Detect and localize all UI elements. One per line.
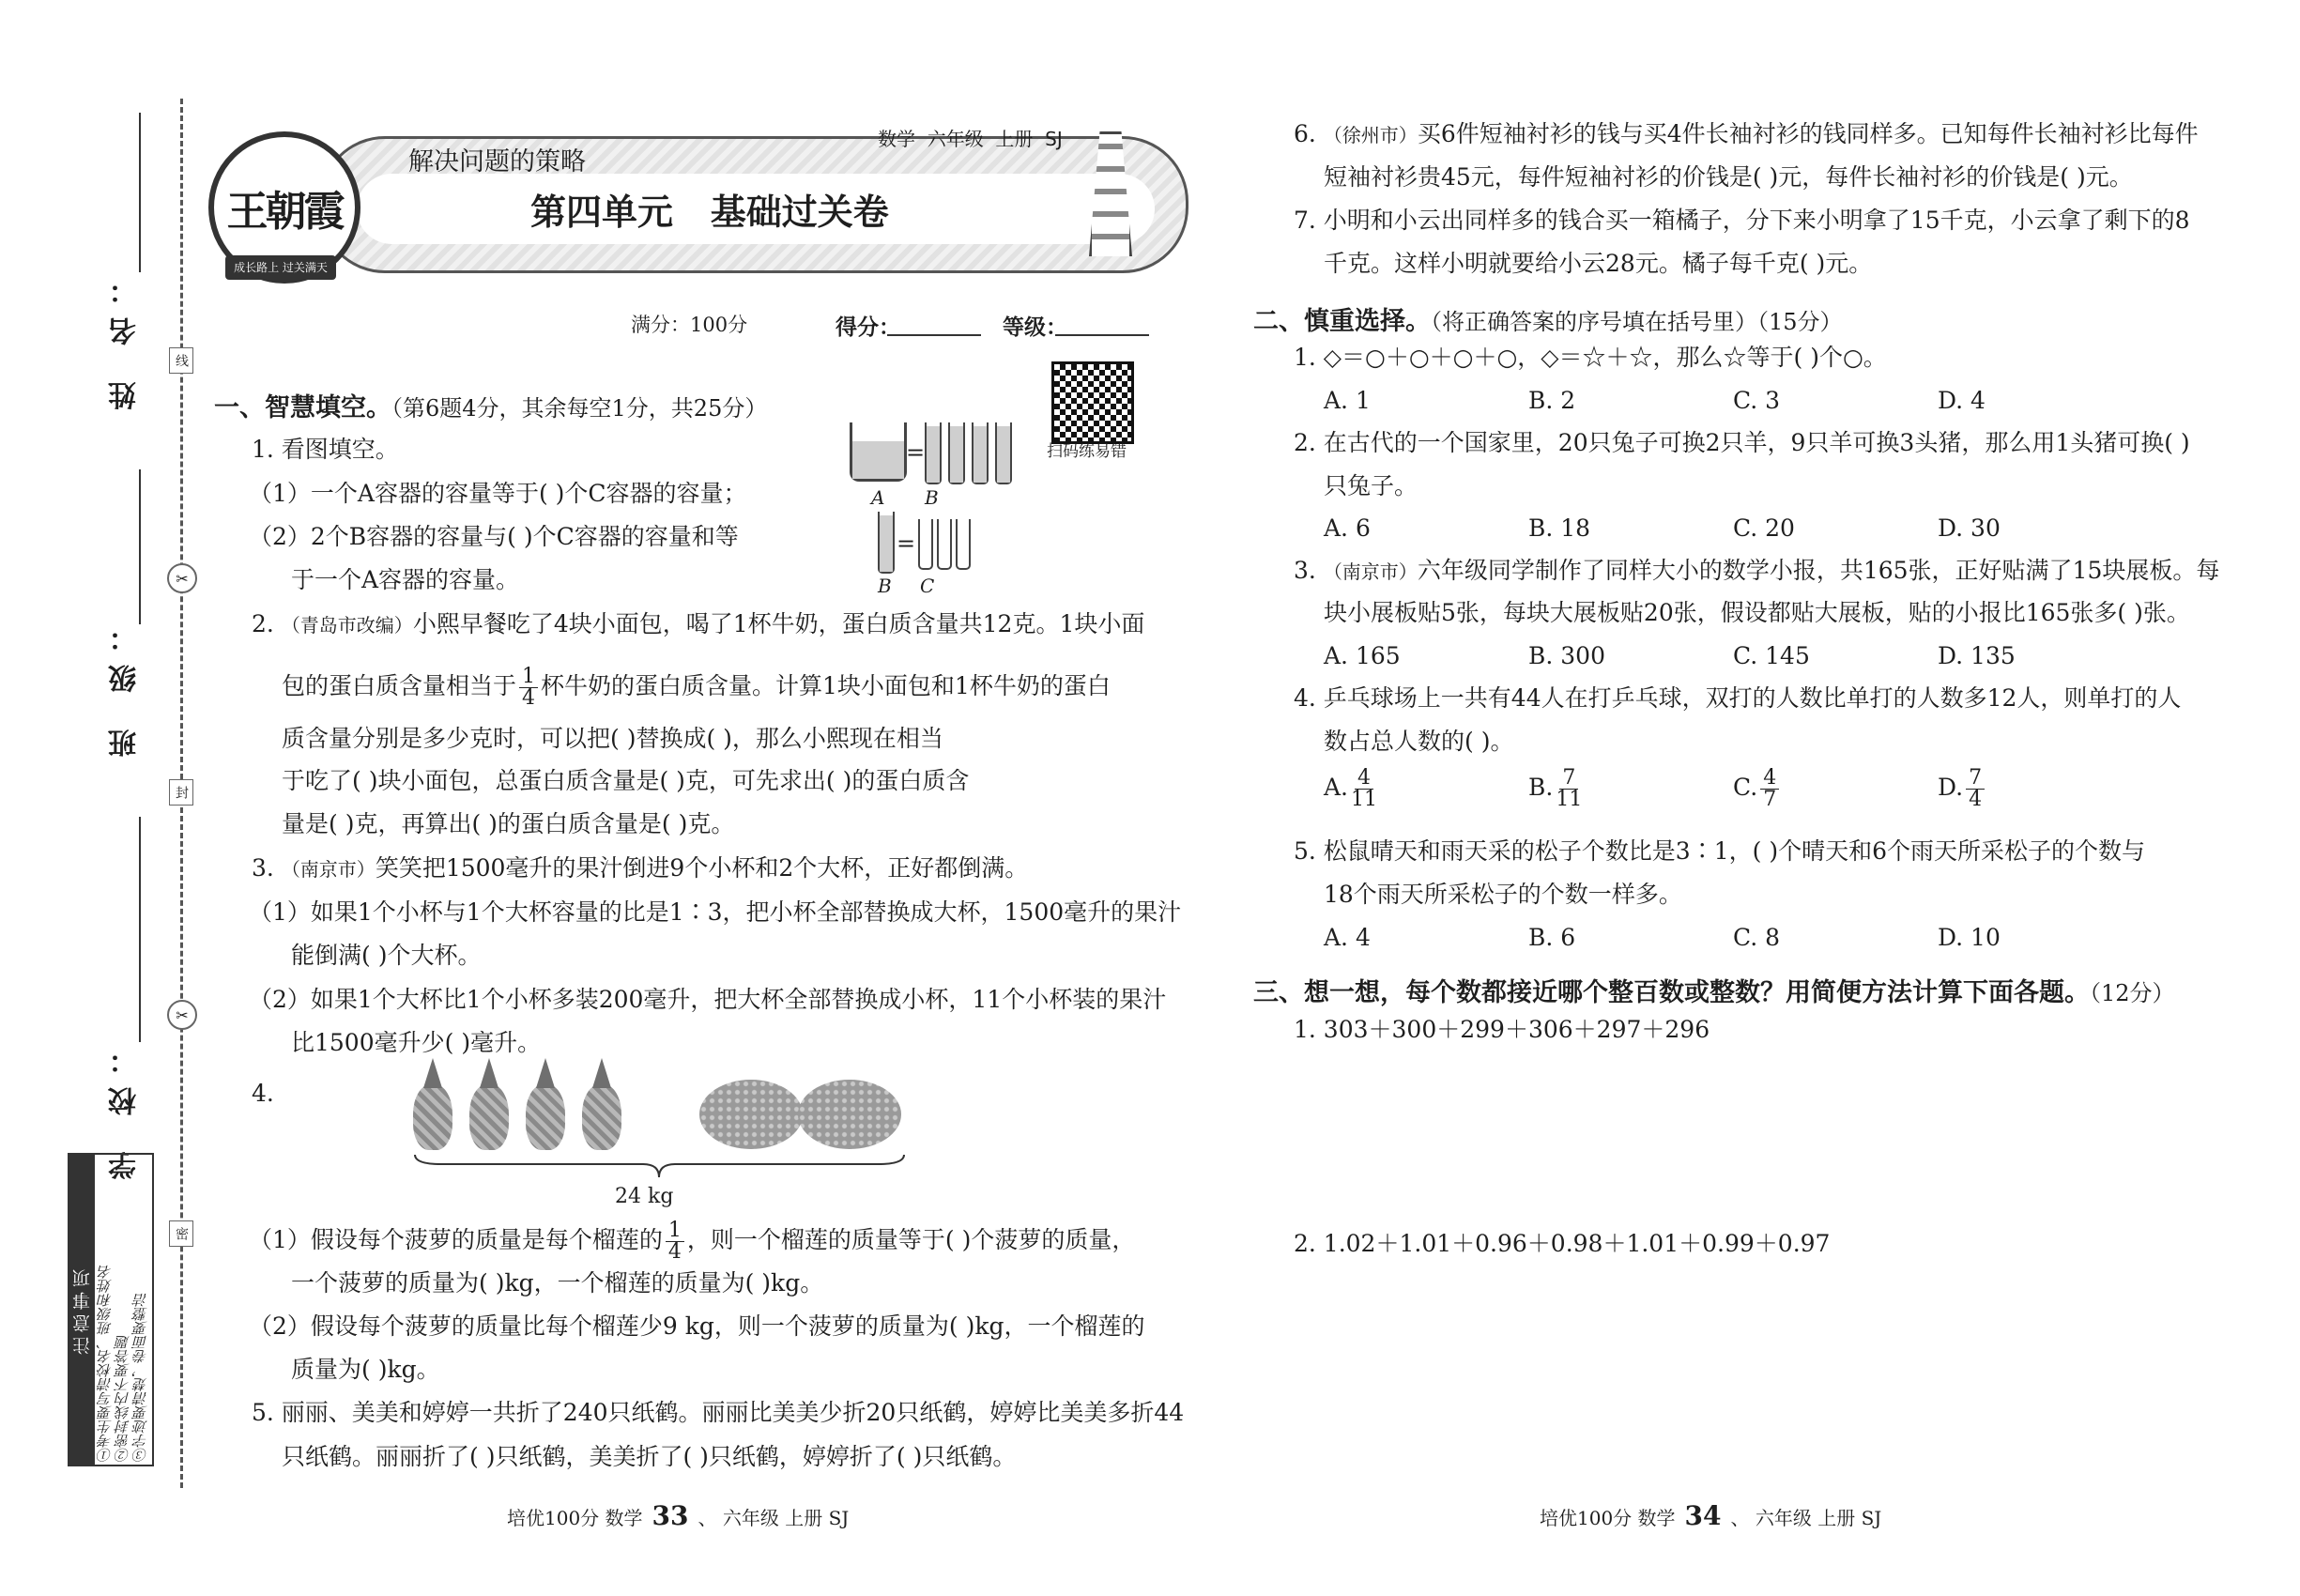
q1-title: 1. 看图填空。: [252, 436, 399, 463]
q4-text: ，则一个榴莲的质量等于( )个菠萝的质量，: [686, 1226, 1136, 1253]
section-1-note: （第6题4分，其余每空1分，共25分）: [391, 395, 768, 422]
numerator: 7: [1559, 768, 1578, 790]
option-a[interactable]: A. 4: [1324, 924, 1371, 951]
name-underline: [139, 113, 141, 272]
full-score: 满分：100分: [631, 314, 748, 336]
q1-part1: （1）一个A容器的容量等于( )个C容器的容量；: [249, 480, 747, 507]
choice-3-a: [1294, 557, 2219, 586]
q7-line-a: 7. 小明和小云出同样多的钱合买一箱橘子，分下来小明拿了15千克，小云拿了剩下的8: [1294, 207, 2190, 234]
option-b[interactable]: B. 6: [1528, 924, 1576, 951]
calc-2: 2. 1.02＋1.01＋0.96＋0.98＋1.01＋0.99＋0.97: [1294, 1230, 1831, 1257]
notice-item: ③字迹要清楚，卷面要整洁: [132, 1293, 149, 1462]
choice-5-a: 5. 松鼠晴天和雨天采的松子个数比是3∶1，( )个晴天和6个雨天所采松子的个数与: [1294, 837, 2145, 865]
option-b[interactable]: B. 300: [1528, 642, 1605, 669]
q4-part2a: （2）假设每个菠萝的质量比每个榴莲少9 kg，则一个菠萝的质量为( )kg，一个榴莲的: [249, 1312, 1145, 1340]
container-c: [918, 519, 933, 570]
option-d[interactable]: D. 135: [1938, 642, 2016, 669]
q4-part2b: 质量为( )kg。: [291, 1356, 440, 1383]
page-number: 34: [1684, 1500, 1722, 1531]
topic-title: 解决问题的策略: [408, 147, 586, 176]
q2-line-a: [252, 610, 1144, 639]
score-label: 得分：: [836, 315, 900, 340]
grade-label: 等级：: [1003, 315, 1067, 340]
label-c: C: [920, 575, 935, 597]
numerator: 4: [1355, 768, 1373, 790]
page-title: 第四单元 基础过关卷: [530, 192, 889, 233]
calc-1: 1. 303＋300＋299＋306＋297＋296: [1294, 1016, 1710, 1043]
q4-part1b: 一个菠萝的质量为( )kg，一个榴莲的质量为( )kg。: [291, 1269, 824, 1297]
q2-line-c: 质含量分别是多少克时，可以把( )替换成( )，那么小熙现在相当: [282, 725, 943, 752]
notice-items: [95, 1155, 152, 1465]
container-b: [925, 422, 942, 484]
choice-3-text: 六年级同学制作了同样大小的数学小报，共165张，正好贴满了15块展板。每: [1417, 557, 2220, 584]
q2-text: 包的蛋白质含量相当于: [282, 672, 517, 699]
denominator: 11: [1556, 788, 1583, 811]
container-a: [850, 422, 907, 482]
class-underline: [139, 469, 141, 624]
section-3-note: （12分）: [2090, 980, 2175, 1006]
fraction: [1351, 768, 1377, 810]
seal-mark-secret: 密: [169, 1220, 193, 1247]
pineapple-icon: [469, 1084, 509, 1150]
container-b: [995, 422, 1012, 484]
brand-slogan: 成长路上 过关满天: [225, 255, 336, 280]
pineapple-icon: [526, 1084, 565, 1150]
container-b: [878, 512, 895, 574]
footer-left: [507, 1500, 849, 1531]
q2-line-d: 于吃了( )块小面包，总蛋白质含量是( )克，可先求出( )的蛋白质含: [282, 767, 970, 794]
label-b: B: [925, 486, 939, 509]
q3-line: [252, 854, 1028, 883]
numerator: 7: [1966, 768, 1985, 790]
container-b: [948, 422, 965, 484]
choice-2-a: 2. 在古代的一个国家里，20只兔子可换2只羊，9只羊可换3头猪，那么用1头猪可换( ): [1294, 429, 2190, 456]
option-c[interactable]: [1733, 768, 1782, 810]
qr-code[interactable]: [1051, 361, 1134, 444]
total-weight: 24 kg: [615, 1185, 674, 1208]
q3-part2b: 比1500毫升少( )毫升。: [291, 1029, 542, 1056]
q1-part2b: 于一个A容器的容量。: [291, 566, 520, 593]
option-d[interactable]: D. 10: [1938, 924, 2001, 951]
option-letter: A.: [1324, 774, 1349, 801]
option-d[interactable]: [1938, 768, 1987, 810]
option-a[interactable]: A. 6: [1324, 514, 1371, 542]
numerator: 1: [666, 1220, 684, 1242]
notice-title: 注意事项: [69, 1155, 95, 1465]
choice-4-b: 数占总人数的( )。: [1324, 728, 1514, 755]
q3-part1b: 能倒满( )个大杯。: [291, 942, 482, 969]
section-2-heading: 二、慎重选择。: [1253, 307, 1431, 336]
qr-label: 扫码练易错: [1047, 442, 1127, 461]
footer-series: 培优100分 数学: [1540, 1507, 1676, 1529]
fraction: [1760, 768, 1779, 810]
brace: [413, 1153, 906, 1181]
fraction: [1966, 768, 1985, 810]
q5-line-b: 只纸鹤。丽丽折了( )只纸鹤，美美折了( )只纸鹤，婷婷折了( )只纸鹤。: [282, 1443, 1017, 1470]
notice-item: ②密封线内不要答题: [115, 1335, 131, 1462]
q4-part1a: [249, 1220, 1135, 1263]
option-letter: B.: [1528, 774, 1554, 801]
q2-line-b: [282, 667, 1111, 709]
source-tag: （南京市）: [281, 858, 376, 881]
denominator: 4: [667, 1240, 682, 1264]
name-label: 姓 名：: [109, 263, 142, 410]
section-1-heading: 一、智慧填空。: [214, 393, 391, 422]
container-c: [956, 519, 971, 570]
book-meta: 数学 六年级 上册 SJ: [878, 128, 1063, 150]
q5-line-a: 5. 丽丽、美美和婷婷一共折了240只纸鹤。丽丽比美美少折20只纸鹤，婷婷比美美多折44: [252, 1399, 1185, 1426]
option-d[interactable]: D. 30: [1938, 514, 2001, 542]
pineapple-icon: [413, 1084, 452, 1150]
q4-number: 4.: [252, 1080, 274, 1107]
durian-icon: [798, 1080, 901, 1149]
q3-part2a: （2）如果1个大杯比1个小杯多装200毫升，把大杯全部替换成小杯，11个小杯装的果汁: [249, 986, 1167, 1013]
q3-part1a: （1）如果1个小杯与1个大杯容量的比是1∶3，把小杯全部替换成大杯，1500毫升的果汁: [249, 898, 1182, 926]
school-underline: [139, 817, 141, 1042]
container-c: [937, 519, 952, 570]
section-2-note: （将正确答案的序号填在括号里）（15分）: [1431, 309, 1843, 335]
grade-blank[interactable]: [1055, 334, 1149, 336]
q3-number: 3.: [252, 854, 282, 882]
section-3-title: [1253, 972, 2175, 1008]
q2-text: 杯牛奶的蛋白质含量。计算1块小面包和1杯牛奶的蛋白: [541, 672, 1111, 699]
option-b[interactable]: B. 2: [1528, 387, 1576, 414]
fraction: [519, 667, 538, 709]
choice-1: 1. ◇＝○＋○＋○＋○，◇＝☆＋☆，那么☆等于( )个○。: [1294, 344, 1887, 371]
q2-text: 小熙早餐吃了4块小面包，喝了1杯牛奶，蛋白质含量共12克。1块小面: [412, 610, 1145, 637]
section-1-title: [214, 387, 767, 423]
q2-number: 2.: [252, 610, 282, 637]
option-b[interactable]: [1528, 768, 1585, 810]
q3-text: 笑笑把1500毫升的果汁倒进9个小杯和2个大杯，正好都倒满。: [375, 854, 1029, 882]
denominator: 7: [1763, 788, 1777, 811]
choice-2-b: 只兔子。: [1324, 472, 1418, 499]
section-3-heading: 三、想一想，每个数都接近哪个整百数或整数？用简便方法计算下面各题。: [1253, 978, 2090, 1007]
option-a[interactable]: [1324, 768, 1380, 810]
option-d[interactable]: D. 4: [1938, 387, 1986, 414]
q6-number: 6.: [1294, 120, 1324, 147]
option-b[interactable]: B. 18: [1528, 514, 1591, 542]
label-b: B: [878, 575, 892, 597]
q7-line-b: 千克。这样小明就要给小云28元。橘子每千克( )元。: [1324, 250, 1873, 277]
section-2-title: [1253, 300, 1843, 337]
notice-box: [68, 1153, 154, 1466]
seal-mark-line: 线: [169, 347, 193, 374]
scissor-icon: ✂: [167, 1000, 197, 1030]
durian-icon: [699, 1080, 803, 1149]
choice-3-b: 块小展板贴5张，每块大展板贴20张，假设都贴大展板，贴的小报比165张多( )张。: [1324, 599, 2190, 626]
pineapple-icon: [582, 1084, 621, 1150]
notice-item: ①考生要写清校名、班级和姓名: [97, 1265, 114, 1462]
numerator: 4: [1760, 768, 1779, 790]
equals-sign: =: [897, 530, 916, 557]
q1-part2a: （2）2个B容器的容量与( )个C容器的容量和等: [249, 523, 739, 550]
denominator: 4: [1969, 788, 1983, 811]
equals-sign: =: [906, 439, 926, 466]
source-tag: （青岛市改编）: [281, 614, 413, 637]
option-c[interactable]: C. 8: [1733, 924, 1781, 951]
denominator: 11: [1351, 788, 1378, 811]
seal-mark-inside: 封: [169, 779, 193, 806]
label-a: A: [871, 486, 885, 509]
option-a[interactable]: A. 1: [1324, 387, 1371, 414]
option-letter: D.: [1938, 774, 1964, 801]
container-b: [972, 422, 989, 484]
q4-text: （1）假设每个菠萝的质量是每个榴莲的: [249, 1226, 663, 1253]
choice-3-number: 3.: [1294, 557, 1324, 584]
footer-meta: 、 六年级 上册 SJ: [698, 1507, 850, 1529]
choice-5-b: 18个雨天所采松子的个数一样多。: [1324, 881, 1682, 908]
option-c[interactable]: C. 20: [1733, 514, 1795, 542]
denominator: 4: [522, 686, 536, 710]
score-blank[interactable]: [887, 334, 981, 336]
footer-meta: 、 六年级 上册 SJ: [1730, 1507, 1882, 1529]
option-letter: C.: [1733, 774, 1758, 801]
class-label: 班 级：: [109, 610, 142, 758]
numerator: 1: [519, 667, 538, 688]
q2-line-e: 量是( )克，再算出( )的蛋白质含量是( )克。: [282, 810, 735, 837]
option-a[interactable]: A. 165: [1324, 642, 1401, 669]
fraction: [1556, 768, 1582, 810]
scissor-icon: ✂: [167, 563, 197, 593]
page-number: 33: [652, 1500, 689, 1531]
brand-name: 王朝霞: [226, 188, 343, 236]
option-c[interactable]: C. 3: [1733, 387, 1781, 414]
source-tag: （南京市）: [1323, 560, 1418, 583]
q6-text: 买6件短袖衬衫的钱与买4件长袖衬衫的钱同样多。已知每件长袖衬衫比每件: [1417, 120, 2199, 147]
school-label: 学 校：: [109, 1033, 142, 1180]
fraction: [666, 1220, 684, 1263]
source-tag: （徐州市）: [1323, 124, 1418, 146]
option-c[interactable]: C. 145: [1733, 642, 1810, 669]
q6-line-a: [1294, 120, 2199, 149]
footer-series: 培优100分 数学: [507, 1507, 643, 1529]
footer-right: [1540, 1500, 1881, 1531]
choice-4-a: 4. 乒乓球场上一共有44人在打乒乓球，双打的人数比单打的人数多12人，则单打的人: [1294, 684, 2182, 712]
q6-line-b: 短袖衬衫贵45元，每件短袖衬衫的价钱是( )元，每件长袖衬衫的价钱是( )元。: [1324, 163, 2133, 191]
